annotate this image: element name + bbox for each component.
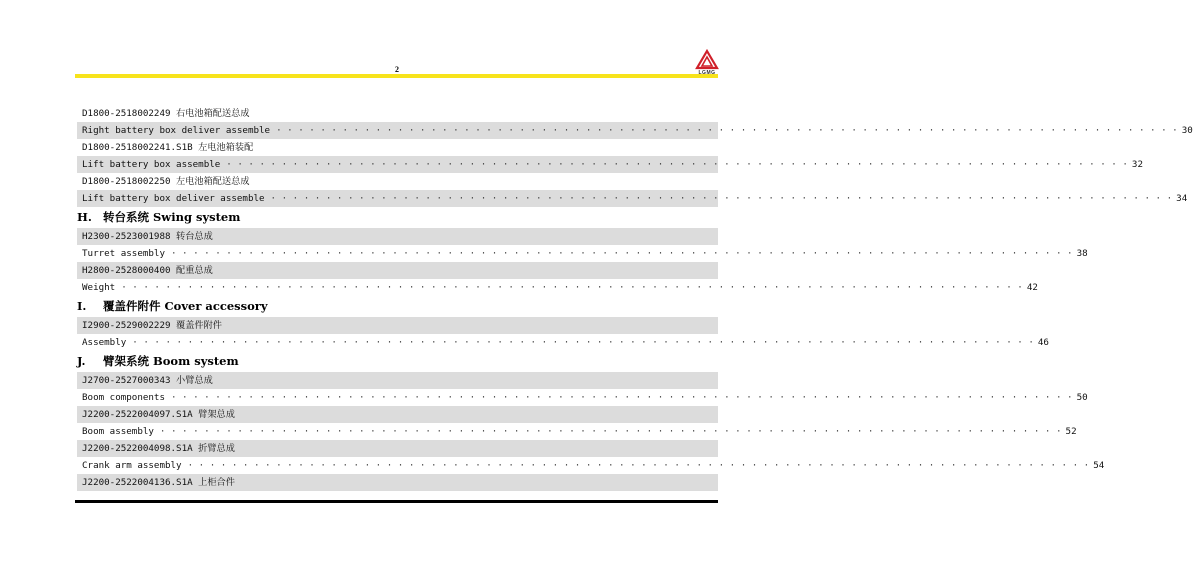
leader-dots: · · · · · · · · · · · · · · · · · · · · · · · · · · · · · · · · · · · · · · · · · · · · · · · · · · · · · · · · · · · · · · · · · · · · · · · · · · · · · · · · · · [170,248,1073,259]
toc-entry-page: 46 [1037,337,1049,348]
footer-rule [75,500,718,503]
leader-dots: · · · · · · · · · · · · · · · · · · · · · · · · · · · · · · · · · · · · · · · · · · · · · · · · · · · · · · · · · · · · · · · · · · · · · · · · · · · · · · · · · · [276,125,1178,136]
toc-entry[interactable] [77,389,1088,406]
toc-entry-title: Lift battery box assemble [82,159,221,170]
logo-triangle-icon [696,50,718,70]
toc-code-row: J2700-2527000343 小臂总成 [77,372,718,389]
toc-entry[interactable] [77,423,1077,440]
page-header [0,0,793,80]
toc-code-row: H2300-2523001988 转台总成 [77,228,718,245]
leader-dots: · · · · · · · · · · · · · · · · · · · · · · · · · · · · · · · · · · · · · · · · · · · · · · · · · · · · · · · · · · · · · · · · · · · · · · · · · · · · · · · · · · [132,337,1034,348]
toc-entry[interactable] [77,279,1038,296]
toc-entry-title: Boom assembly [82,426,154,437]
toc-code-row: D1800-2518002249 右电池箱配送总成 [82,108,250,119]
toc-entry-title: Crank arm assembly [82,460,182,471]
logo-text: LGMG [698,70,716,76]
toc-code-row: I2900-2529002229 覆盖件附件 [77,317,718,334]
toc-entry[interactable] [77,190,1188,207]
leader-dots: · · · · · · · · · · · · · · · · · · · · · · · · · · · · · · · · · · · · · · · · · · · · · · · · · · · · · · · · · · · · · · · · · · · · · · · · · · · · · · · · · · [226,159,1128,170]
toc-entry[interactable] [77,156,1143,173]
toc-code-row: D1800-2518002250 左电池箱配送总成 [82,176,250,187]
lgmg-logo [694,50,720,78]
toc-entry-page: 32 [1131,159,1143,170]
leader-dots: · · · · · · · · · · · · · · · · · · · · · · · · · · · · · · · · · · · · · · · · · · · · · · · · · · · · · · · · · · · · · · · · · · · · · · · · · · · · · · · · · · [270,193,1173,204]
toc-entry-title: Turret assembly [82,248,165,259]
toc-entry-page: 50 [1076,392,1088,403]
toc-entry[interactable] [77,122,1193,139]
toc-entry[interactable] [77,245,1088,262]
toc-entry-page: 52 [1065,426,1077,437]
toc-code-row: J2200-2522004097.S1A 臂架总成 [77,406,718,423]
leader-dots: · · · · · · · · · · · · · · · · · · · · · · · · · · · · · · · · · · · · · · · · · · · · · · · · · · · · · · · · · · · · · · · · · · · · · · · · · · · · · · · · · · [159,426,1062,437]
toc-entry-page: 34 [1176,193,1188,204]
toc-entry-page: 54 [1093,460,1105,471]
toc-entry[interactable] [77,334,1049,351]
toc-entry-title: Lift battery box deliver assemble [82,193,265,204]
section-heading-i: I. 覆盖件附件 Cover accessory [77,299,268,313]
toc-code-row: H2800-2528000400 配重总成 [77,262,718,279]
table-of-contents [77,105,1193,491]
toc-entry-page: 38 [1076,248,1088,259]
toc-code-row: D1800-2518002241.S1B 左电池箱装配 [82,142,254,153]
toc-entry-title: Boom components [82,392,165,403]
header-yellow-bar [75,74,718,78]
toc-code-row: J2200-2522004136.S1A 上柜合件 [77,474,718,491]
toc-entry-title: Right battery box deliver assemble [82,125,271,136]
toc-entry[interactable] [77,457,1105,474]
page-number: 2 [395,65,399,74]
toc-entry-title: Assembly [82,337,127,348]
leader-dots: · · · · · · · · · · · · · · · · · · · · · · · · · · · · · · · · · · · · · · · · · · · · · · · · · · · · · · · · · · · · · · · · · · · · · · · · · · · · · · · · · · [121,282,1023,293]
leader-dots: · · · · · · · · · · · · · · · · · · · · · · · · · · · · · · · · · · · · · · · · · · · · · · · · · · · · · · · · · · · · · · · · · · · · · · · · · · · · · · · · · · [187,460,1090,471]
toc-entry-title: Weight [82,282,116,293]
toc-code-row: J2200-2522004098.S1A 折臂总成 [77,440,718,457]
section-heading-j: J. 臂架系统 Boom system [77,354,239,368]
toc-entry-page: 42 [1026,282,1038,293]
section-heading-h: H. 转台系统 Swing system [77,210,241,224]
leader-dots: · · · · · · · · · · · · · · · · · · · · · · · · · · · · · · · · · · · · · · · · · · · · · · · · · · · · · · · · · · · · · · · · · · · · · · · · · · · · · · · · · · [170,392,1073,403]
toc-entry-page: 30 [1181,125,1193,136]
